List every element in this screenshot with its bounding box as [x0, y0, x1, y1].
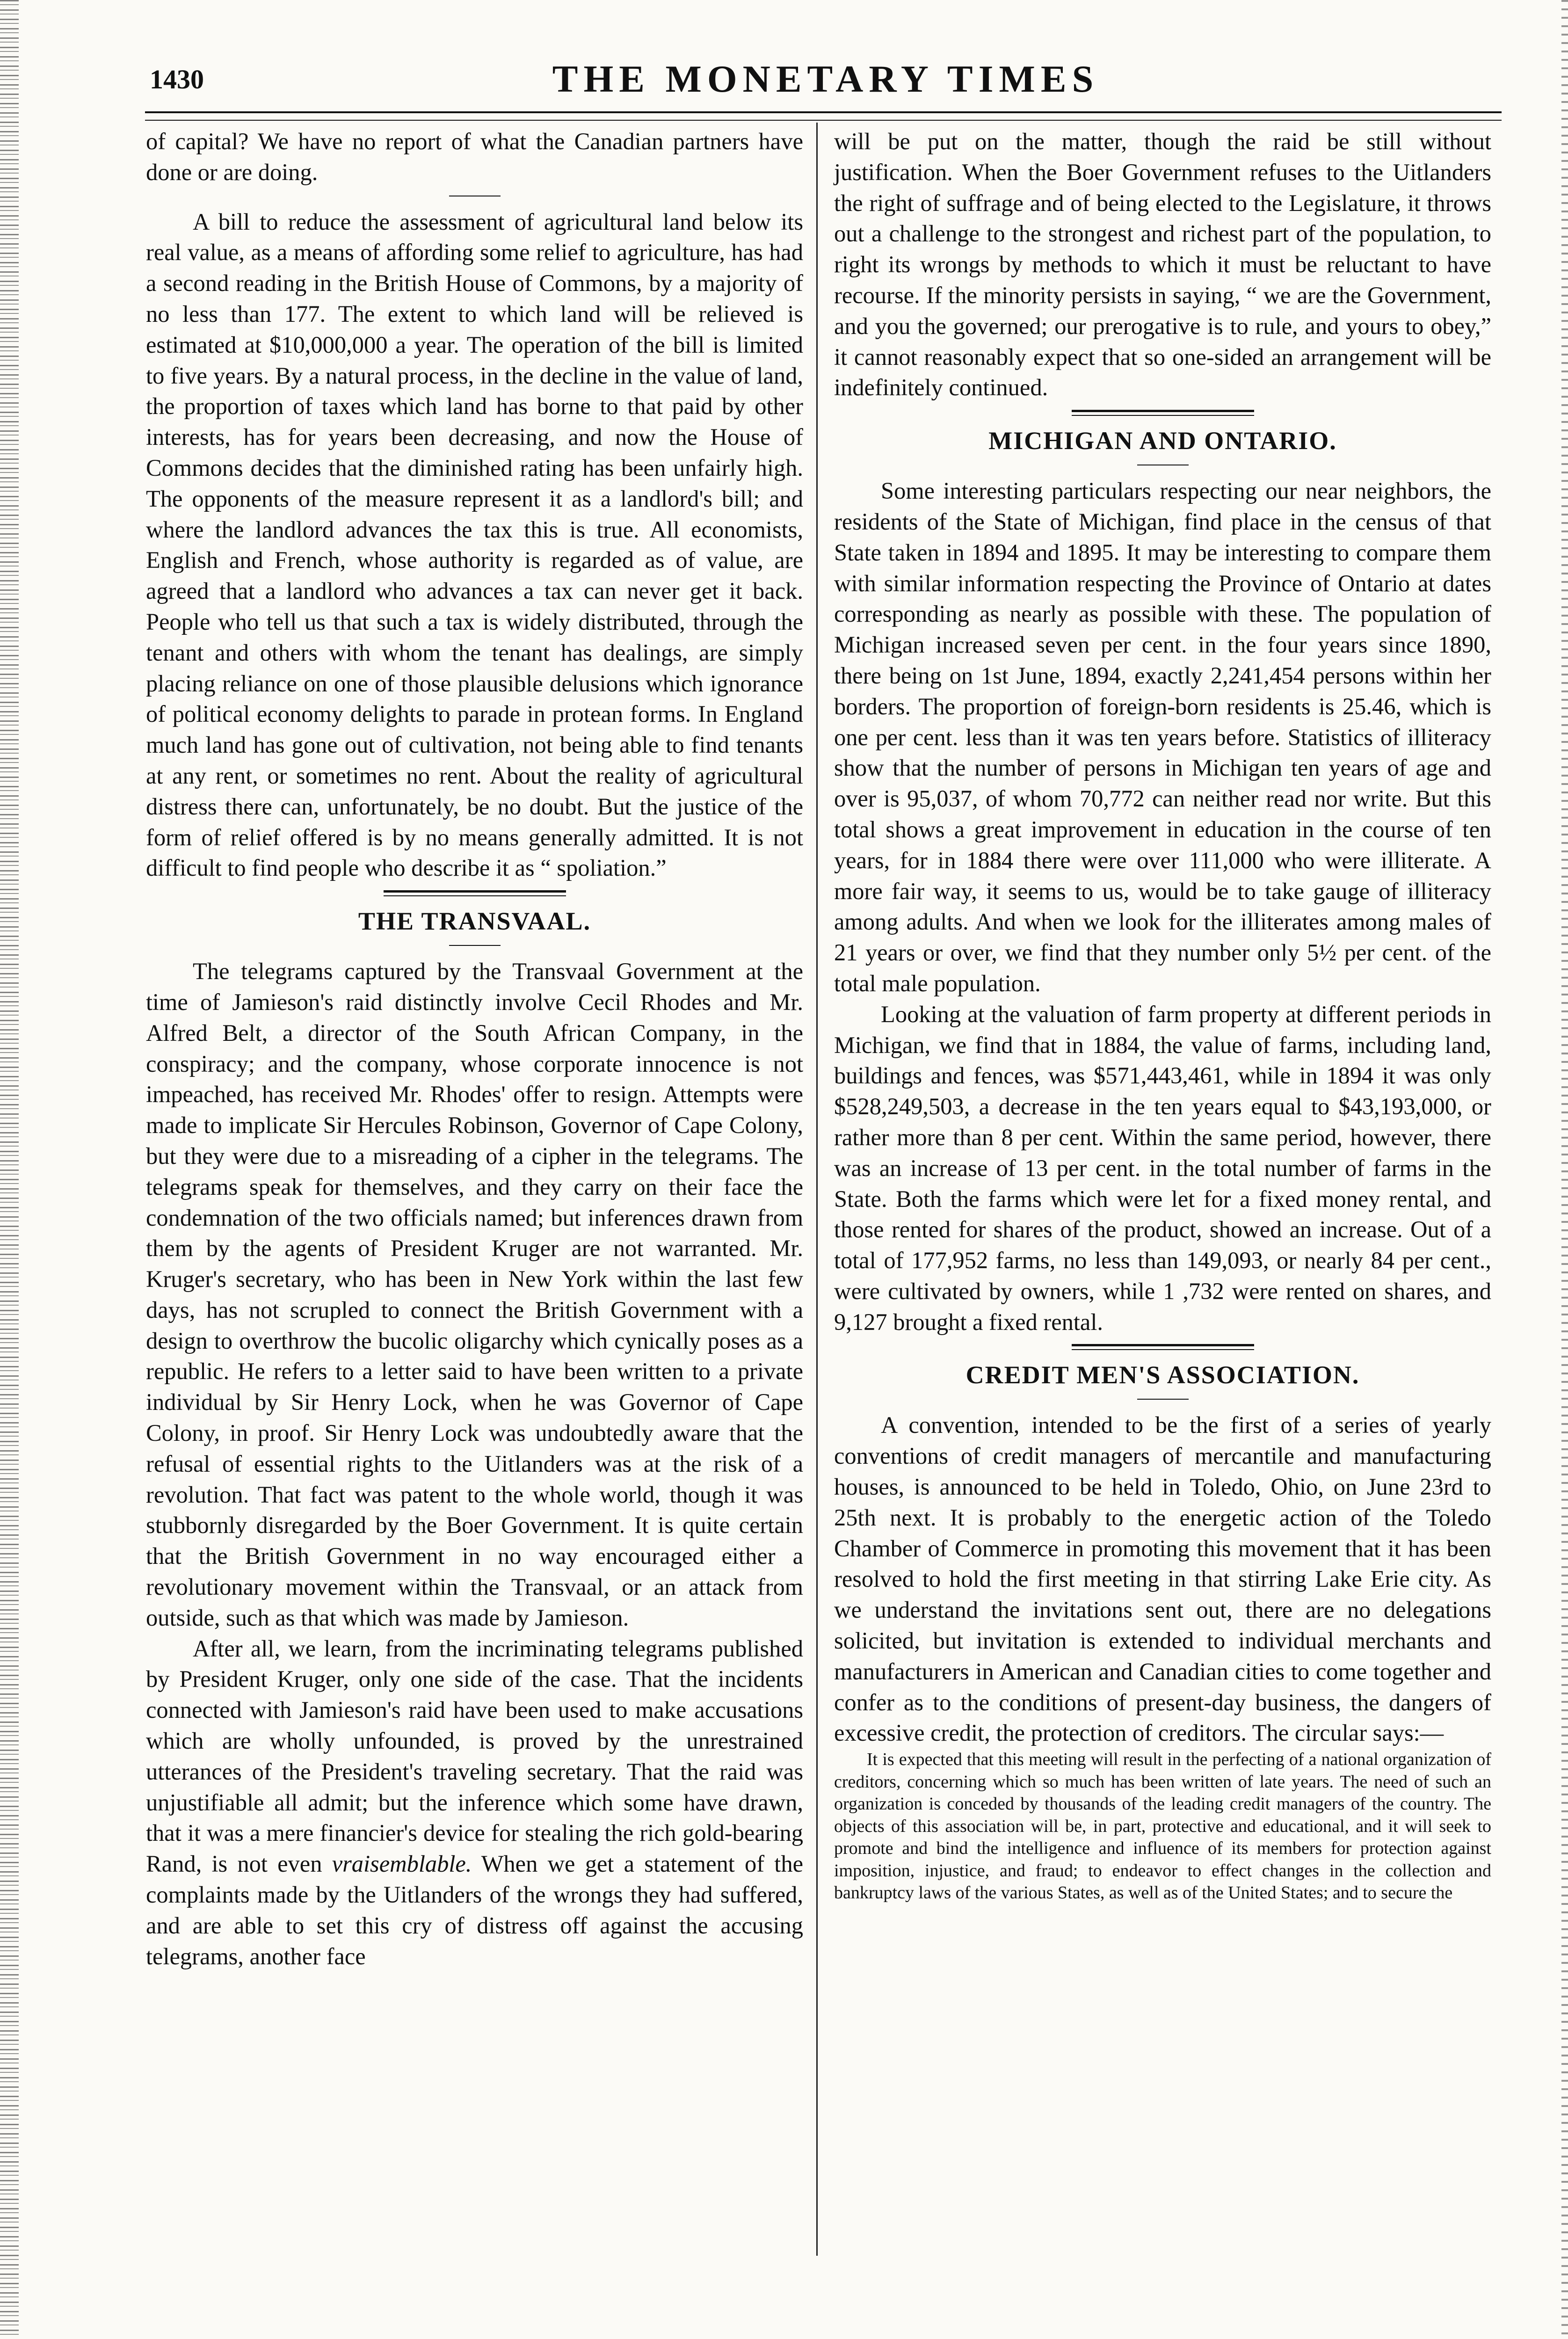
paragraph: Some interesting particulars respecting our near neighbors, the residents of the State of Michigan, find place in the census of that State taken in 1894 and 1895. It may be interesting to compare them with similar information respecting the Province of Ontario at dates corresponding as nearly as possible with these. The population of Michigan increased seven per cent. in the four years since 1890, there being on 1st June, 1894, exactly 2,241,454 persons within her borders. The proportion of foreign-born residents is 25.46, which is one per cent. less than it was ten years before. Statistics of illiteracy show that the number of persons in Michigan ten years of age and over is 95,037, of whom 70,772 can neither read nor write. But this total shows a great improvement in education in the course of ten years, for in 1884 there were over 111,000 who were illiterate. A more fair way, it seems to us, would be to take gauge of illiteracy among adults. And when we look for the illiterates among males of 21 years or over, we find that they number only 5½ per cent. of the total male population. [834, 478, 1491, 996]
paragraph: will be put on the matter, though the raid be still without justification. When the Boer Government refuses to the Uitlanders the right of suffrage and of being elected to the Legislature, it throws out a challenge to the strongest and richest part of the population, to right its wrongs by methods to which it must be reluctant to have recourse. If the minority persists in saying, “ we are the Government, and you the governed; our prerogative is to rule, and yours to obey,” it cannot reasonably expect that so one-sided an arrangement will be indefinitely continued. [834, 128, 1491, 401]
header-rule [145, 111, 1502, 121]
paragraph: of capital? We have no report of what the Canadian partners have done or are doing. [146, 128, 803, 185]
page-edge [1561, 0, 1568, 2339]
paragraph: The telegrams captured by the Transvaal Government at the time of Jamieson's raid distinctly involve Cecil Rhodes and Mr. Alfred Belt, a director of the South African Company, in the conspiracy; and the company, whose corporate innocence is not impeached, has received Mr. Rhodes' offer to resign. Attempts were made to implicate Sir Hercules Robinson, Governor of Cape Colony, but they were due to a misreading of a cipher in the telegrams. The telegrams speak for themselves, and they carry on their face the condemnation of the two officials named; but inferences drawn from them by the agents of President Kruger are not warranted. Mr. Kruger's secretary, who has been in New York within the last few days, has not scrupled to connect the British Government with a design to overthrow the bucolic oligarchy which cynically poses as a republic. He refers to a letter said to have been written to a private individual by Sir Henry Lock, when he was Governor of Cape Colony, in proof. Sir Henry Lock was undoubtedly aware that the refusal of essential rights to the Uitlanders was at the risk of a revolution. That fact was patent to the whole world, though it was stubbornly disregarded by the Boer Government. It is quite certain that the British Government in no way encouraged either a revolutionary movement within the Transvaal, or an attack from outside, such as that which was made by Jamieson. [146, 958, 803, 1631]
binding-edge [0, 0, 19, 2339]
text: After all, we learn, from the incriminating telegrams published by President Kruger, only one side of the case. That the incidents connected with Jamieson's raid have been used to make accusations which are wholly unfounded, is proved by the unrestrained utterances of the President's traveling secretary. That the raid was unjustifiable all admit; but the inference which some have drawn, that it was a mere financier's device for stealing the rich gold-bearing Rand, is not even [146, 1635, 803, 1877]
double-rule [1072, 1344, 1254, 1350]
double-rule [1072, 410, 1254, 416]
paragraph: Looking at the valuation of farm property at different periods in Michigan, we find that in 1884, the value of farms, including land, buildings and fences, was $571,443,461, while in 1894 it was only $528,249,503, a decrease in the ten years equal to $43,193,000, or rather more than 8 per cent. Within the same period, however, there was an increase of 13 per cent. in the total number of farms in the State. Both the farms which were let for a fixed money rental, and those rented for shares of the product, showed an increase. Out of a total of 177,952 farms, no less than 149,093, or nearly 84 per cent., were cultivated by owners, while 1 ,732 were rented on shares, and 9,127 brought a fixed rental. [834, 1001, 1491, 1335]
quote-text: It is expected that this meeting will result in the perfecting of a national organization of creditors, concerning which so much has been written of late years. The need of such an organization is conceded by thousands of the leading credit managers of the country. The objects of this association will be, in part, protective and educational, and it will seek to promote and bind the intelligence and influence of its members for protection against imposition, injustice, and fraud; to endeavor to effect changes in the collection and bankruptcy laws of the various States, as well as of the United States; and to secure the [834, 1750, 1491, 1903]
column-divider [816, 123, 818, 2256]
heading-transvaal: THE TRANSVAAL. [358, 907, 591, 936]
heading-credit-men: CREDIT MEN'S ASSOCIATION. [965, 1361, 1360, 1389]
separator [449, 945, 501, 946]
right-column [834, 126, 1491, 1904]
separator [1137, 1399, 1189, 1400]
left-column [146, 126, 803, 1972]
paragraph [146, 1634, 803, 1972]
page-number: 1430 [150, 64, 204, 94]
masthead-title: THE MONETARY TIMES [552, 58, 1099, 100]
paragraph: A bill to reduce the assessment of agricultural land below its real value, as a means of affording some relief to agriculture, has had a second reading in the British House of Commons, by a majority of no less than 177. The extent to which land will be relieved is estimated at $10,000,000 a year. The operation of the bill is limited to five years. By a natural process, in the decline in the value of land, the proportion of taxes which land has borne to that paid by other interests, has for years been decreasing, and now the House of Commons decides that the diminished rating has been unfairly high. The opponents of the measure represent it as a landlord's bill; and where the landlord advances the tax this is true. All economists, English and French, whose authority is regarded as of value, are agreed that a landlord who advances a tax can never get it back. People who tell us that such a tax is widely distributed, through the tenant and others with whom the tenant has dealings, are simply placing reliance on one of those plausible delusions which ignorance of political economy delights to parade in protean forms. In England much land has gone out of cultivation, not being able to find tenants at any rent, or sometimes no rent. About the reality of agricultural distress there can, unfortunately, be no doubt. But the justice of the form of relief offered is by no means generally admitted. It is not difficult to find people who describe it as “ spoliation.” [146, 208, 803, 881]
block-quote [834, 1749, 1491, 1904]
text: When we get a statement of the complaints made by the Uitlanders of the wrongs they had suffered, and are able to set this cry of distress off against the accusing telegrams, another face [146, 1851, 804, 1969]
paragraph: A convention, intended to be the first of a series of yearly conventions of credit managers of mercantile and manufacturing houses, is announced to be held in Toledo, Ohio, on June 23rd to 25th next. It is probably to the energetic action of the Toledo Chamber of Commerce in promoting this movement that it has been resolved to hold the first meeting in that stirring Lake Erie city. As we understand the invitations sent out, there are no delegations solicited, but invitation is extended to individual merchants and manufacturers in American and Canadian cities to come together and confer as to the conditions of present-day business, the dangers of excessive credit, the protection of creditors. The circular says:— [834, 1412, 1491, 1746]
heading-michigan: MICHIGAN AND ONTARIO. [988, 427, 1337, 455]
double-rule [384, 890, 566, 896]
page-header [150, 56, 1502, 108]
italic-text: vraisemblable. [332, 1851, 472, 1877]
